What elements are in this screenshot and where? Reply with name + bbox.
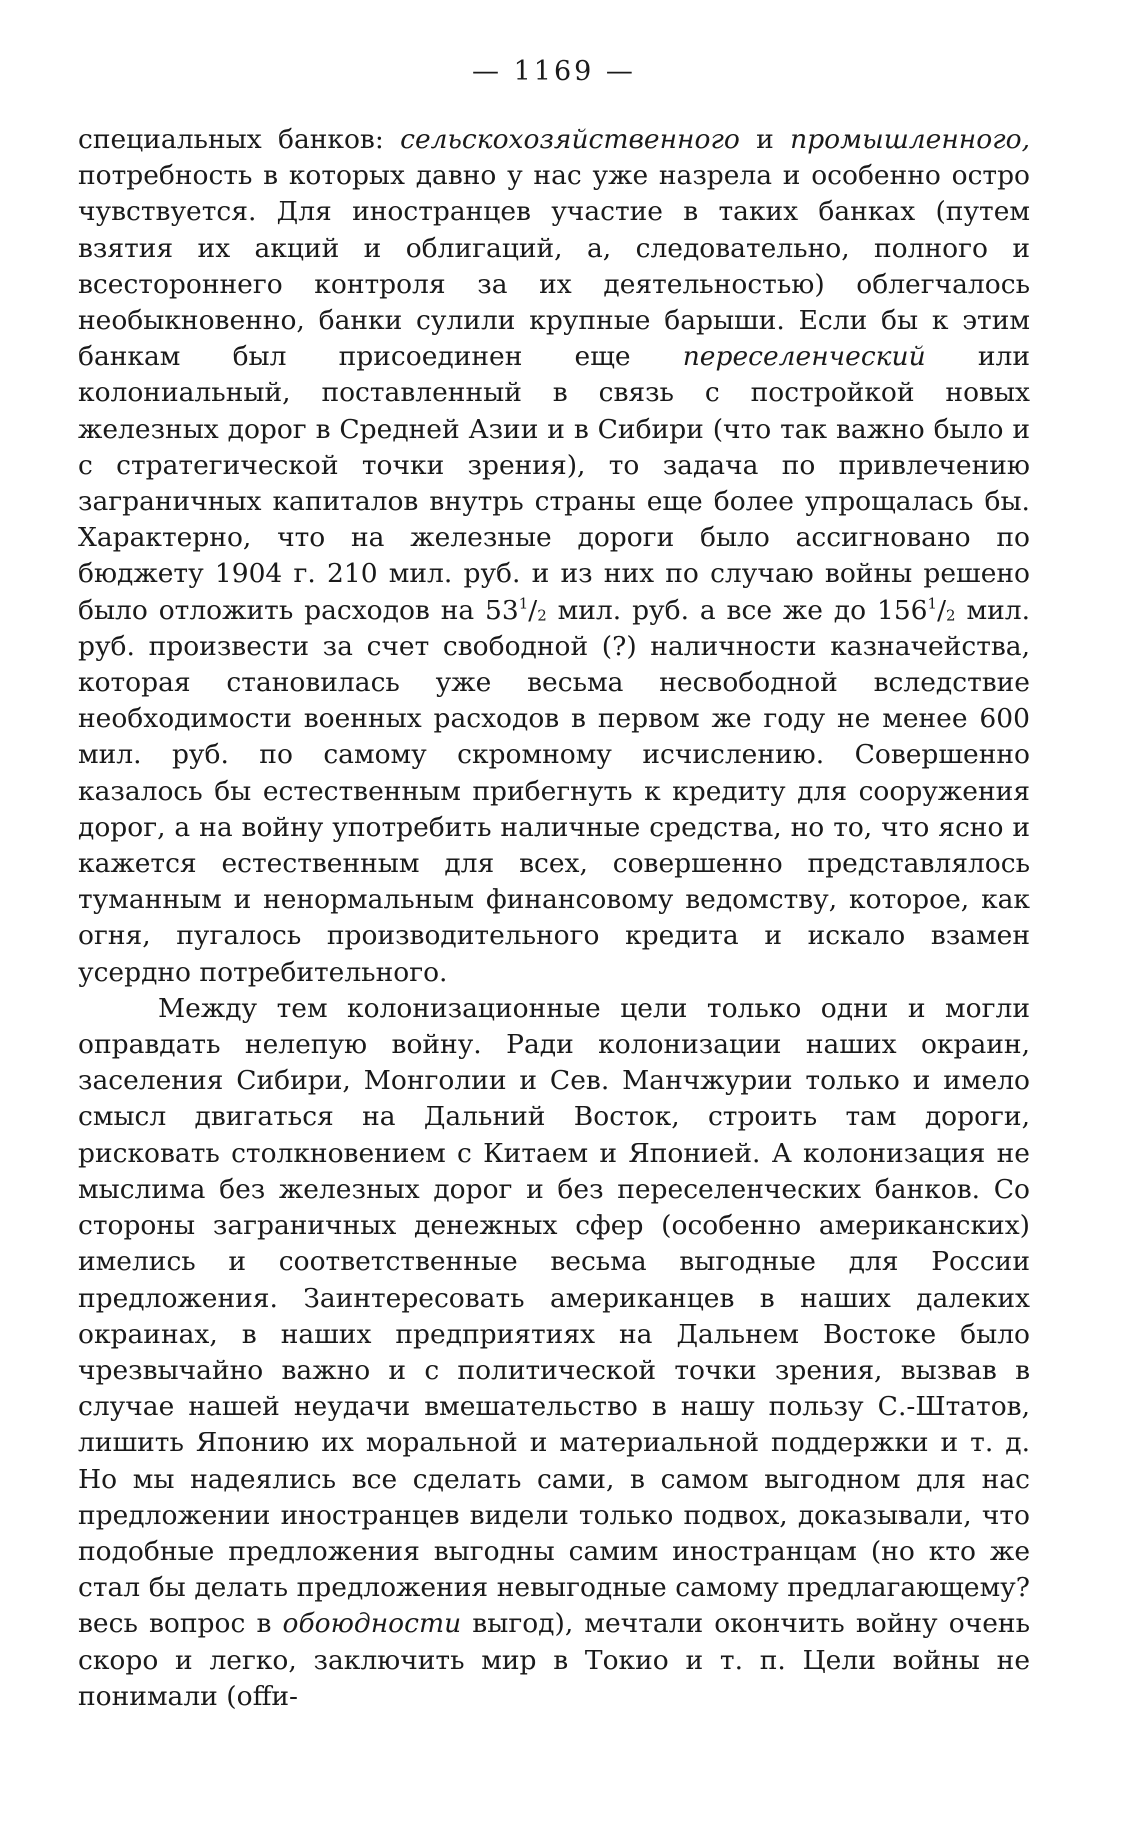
document-page (78, 52, 1030, 1812)
fraction-1-separator: / (528, 594, 538, 626)
fraction-2-separator: / (937, 594, 947, 626)
fraction-2-numerator: 1 (927, 594, 938, 613)
p1-emphasis-industrial: промышленного, (790, 124, 1030, 155)
fraction-1-denominator: 2 (537, 606, 547, 625)
p1-text-2: и (739, 124, 791, 155)
p2-text-2: выгод), мечтали окончить войну очень скоро и легко, заключить мир в Токио и т. п. Цели войны не понимали (offи- (78, 1608, 1031, 1712)
page-number: — 1169 — (472, 56, 636, 87)
paragraph-2 (78, 991, 1030, 1715)
p1-emphasis-resettlement: переселенческий (682, 341, 926, 373)
body-text (78, 122, 1030, 1715)
p1-text-5: мил. руб. а все же до 156 (546, 594, 928, 626)
p1-text-3: потребность в которых давно у нас уже назрела и особенно остро чувствуется. Для иностранцев участие в таких банках (путем взятия их акций и облигаций, а, следовательно, полного и всестороннего контроля за их деятельностью) облегчалось необыкновенно, банки сулили крупные барыши. Если бы к этим банкам был присоединен еще (78, 160, 1030, 373)
p2-emphasis-mutuality: обоюдности (282, 1608, 462, 1640)
p1-text-1: специальных банков: (78, 124, 401, 155)
p1-text-4: или колониальный, поставленный в связь с постройкой новых железных дорог в Средней Азии и в Сибири (что так важно было и с стратегической точки зрения), то задача по привлечению заграничных капиталов внутрь страны еще более упрощалась бы. Характерно, что на железные дороги было ассигновано по бюджету 1904 г. 210 мил. руб. и из них по случаю войны решено было отложить расходов на 53 (78, 341, 1030, 626)
p1-text-6: мил. руб. произвести за счет свободной (?) наличности казначейства, которая становилась уже весьма несвободной вследствие необходимости военных расходов в первом же году не менее 600 мил. руб. по самому скромному исчислению. Совершенно казалось бы естественным прибегнуть к кредиту для сооружения дорог, а на войну употребить наличные средства, но то, что ясно и кажется естественным для всех, совершенно представлялось туманным и ненормальным финансовому ведомству, которое, как огня, пугалось производительного кредита и искало взамен усердно потребительного. (78, 594, 1030, 988)
p2-text-1: Между тем колонизационные цели только одни и могли оправдать нелепую войну. Ради колонизации наших окраин, заселения Сибири, Монголии и Сев. Манчжурии только и имело смысл двигаться на Дальний Восток, строить там дороги, рисковать столкновением с Китаем и Японией. А колонизация не мыслима без железных дорог и без переселенческих банков. Со стороны заграничных денежных сфер (особенно американских) имелись и соответственные весьма выгодные для России предложения. Заинтересовать американцев в наших далеких окраинах, в наших предприятиях на Дальнем Востоке было чрезвычайно важно и с политической точки зрения, вызвав в случае нашей неудачи вмешательство в нашу пользу С.-Штатов, лишить Японию их моральной и материальной поддержки и т. д. Но мы надеялись все сделать сами, в самом выгодном для нас предложении иностранцев видели только подвох, доказывали, что подобные предложения выгодны самим иностранцам (но кто же стал бы делать предложения невыгодные самому предлагающему? весь вопрос в (78, 992, 1030, 1640)
fraction-2-denominator: 2 (946, 606, 956, 625)
paragraph-1 (78, 122, 1030, 991)
fraction-1-numerator: 1 (518, 594, 529, 613)
p1-emphasis-agricultural: сельскохозяйственного (400, 124, 740, 155)
